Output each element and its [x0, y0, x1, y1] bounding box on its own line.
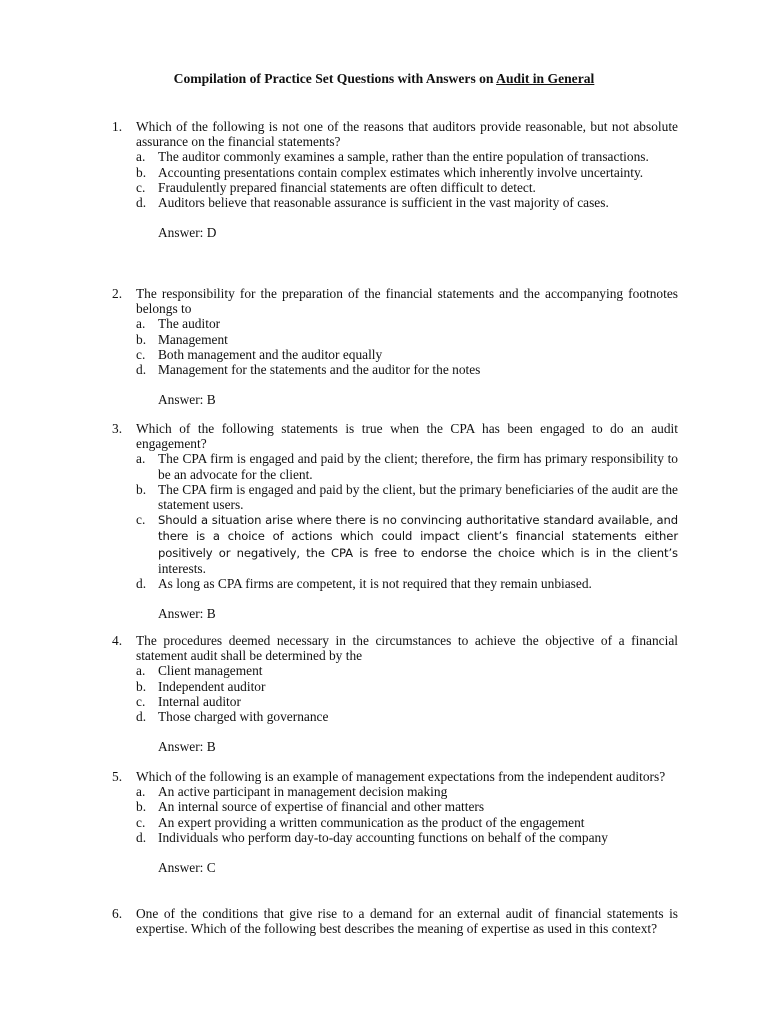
option-item	[136, 451, 678, 481]
option-letter: b.	[136, 799, 147, 815]
option-item	[136, 815, 678, 830]
option-text: Fraudulently prepared financial statements are often difficult to detect.	[158, 179, 536, 195]
answer-label: Answer: B	[158, 392, 216, 408]
question-number: 2.	[112, 286, 123, 301]
option-text: The CPA firm is engaged and paid by the client, but the primary beneficiaries of the audit are the statement users.	[158, 481, 678, 513]
option-text-part: interests.	[158, 560, 206, 576]
option-item	[136, 679, 678, 694]
option-text: The CPA firm is engaged and paid by the client; therefore, the firm has primary responsibility to be an advocate for the client.	[158, 451, 678, 482]
option-text: Both management and the auditor equally	[158, 346, 383, 362]
option-letter: c.	[136, 814, 146, 830]
option-list	[136, 451, 678, 591]
option-letter: a.	[136, 316, 146, 332]
option-item	[136, 332, 678, 347]
option-text: Independent auditor	[158, 678, 266, 694]
option-text-part: Should a situation arise where there is no convincing authoritative standard available, and there is a choice of actions which could impact client’s financial statements either	[158, 513, 678, 544]
option-text: Management for the statements and the auditor for the notes	[158, 362, 481, 378]
option-list	[136, 663, 678, 724]
option-item	[136, 576, 678, 591]
option-item	[136, 830, 678, 845]
question-number: 3.	[112, 421, 123, 436]
option-letter: a.	[136, 451, 146, 467]
option-item	[136, 180, 678, 195]
option-letter: a.	[136, 784, 146, 800]
question-1	[112, 119, 678, 240]
option-item	[136, 195, 678, 210]
question-number: 1.	[112, 119, 123, 134]
option-item	[136, 165, 678, 180]
option-text: Management	[158, 331, 228, 347]
question-number: 4.	[112, 633, 123, 648]
question-2	[112, 286, 678, 407]
option-item	[136, 316, 678, 331]
question-3	[112, 421, 678, 621]
option-text: Internal auditor	[158, 693, 241, 709]
option-item	[136, 362, 678, 377]
option-item	[136, 512, 678, 576]
question-number: 5.	[112, 769, 123, 784]
question-5	[112, 769, 678, 875]
option-item	[136, 663, 678, 678]
option-item	[136, 347, 678, 362]
option-letter: b.	[136, 331, 147, 347]
option-item	[136, 149, 678, 164]
option-letter: c.	[136, 512, 146, 528]
option-text: As long as CPA firms are competent, it is not required that they remain unbiased.	[158, 576, 592, 592]
option-letter: b.	[136, 678, 147, 694]
option-letter: a.	[136, 149, 146, 165]
question-4	[112, 633, 678, 754]
question-text: Which of the following is an example of management expectations from the independent auditors?	[136, 769, 666, 784]
option-letter: d.	[136, 195, 147, 211]
question-text: The procedures deemed necessary in the circumstances to achieve the objective of a financial statement audit shall be determined by the	[136, 633, 678, 664]
page-title	[0, 71, 768, 86]
option-letter: b.	[136, 481, 147, 497]
option-text: The auditor commonly examines a sample, rather than the entire population of transactions.	[158, 149, 649, 165]
title-prefix: Compilation of Practice Set Questions with Answers on	[173, 71, 497, 86]
option-text: The auditor	[158, 316, 221, 332]
title-topic: Audit in General	[496, 71, 595, 86]
option-text	[158, 512, 678, 576]
question-6	[112, 906, 678, 936]
question-text: Which of the following statements is true when the CPA has been engaged to do an audit engagement?	[136, 421, 678, 452]
option-item	[136, 799, 678, 814]
option-letter: d.	[136, 362, 147, 378]
option-text-part: positively or negatively, the CPA is free to endorse the choice which is in the client’s	[158, 545, 678, 560]
option-text: Client management	[158, 663, 263, 679]
option-letter: d.	[136, 709, 147, 725]
answer-label: Answer: B	[158, 739, 216, 755]
option-text: Accounting presentations contain complex estimates which inherently involve uncertainty.	[158, 164, 644, 180]
option-item	[136, 482, 678, 512]
option-letter: c.	[136, 179, 146, 195]
option-text: An internal source of expertise of financial and other matters	[158, 799, 485, 815]
option-item	[136, 709, 678, 724]
option-text: Those charged with governance	[158, 709, 329, 725]
option-list	[136, 316, 678, 377]
option-text: Auditors believe that reasonable assurance is sufficient in the vast majority of cases.	[158, 195, 609, 211]
option-letter: d.	[136, 829, 147, 845]
option-letter: c.	[136, 346, 146, 362]
answer-label: Answer: C	[158, 860, 216, 876]
answer-label: Answer: D	[158, 225, 217, 241]
option-letter: b.	[136, 164, 147, 180]
option-text: An expert providing a written communication as the product of the engagement	[158, 814, 585, 830]
question-text: The responsibility for the preparation of the financial statements and the accompanying footnotes belongs to	[136, 286, 678, 317]
option-list	[136, 784, 678, 845]
answer-label: Answer: B	[158, 606, 216, 622]
question-text: Which of the following is not one of the reasons that auditors provide reasonable, but not absolute assurance on the financial statements?	[136, 119, 678, 150]
option-letter: c.	[136, 693, 146, 709]
option-text: Individuals who perform day-to-day accounting functions on behalf of the company	[158, 829, 608, 845]
question-text: One of the conditions that give rise to a demand for an external audit of financial statements is expertise. Which of the following best describes the meaning of expertise as used in this context?	[136, 906, 678, 937]
option-letter: a.	[136, 663, 146, 679]
question-number: 6.	[112, 906, 123, 921]
option-letter: d.	[136, 576, 147, 592]
option-item	[136, 784, 678, 799]
option-list	[136, 149, 678, 210]
option-text: An active participant in management decision making	[158, 784, 448, 800]
option-item	[136, 694, 678, 709]
